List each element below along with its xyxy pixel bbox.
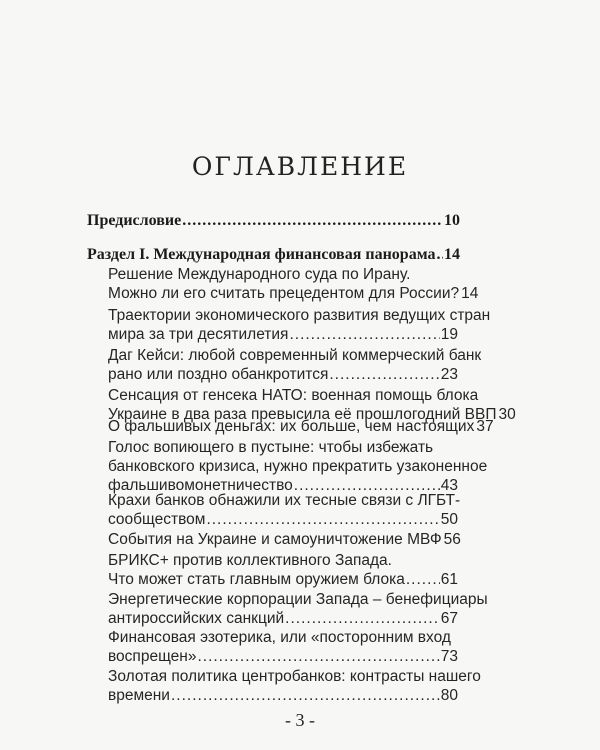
toc-page-number: 10	[444, 212, 460, 229]
toc-entry-line: банковского кризиса, нужно прекратить узаконенное	[108, 458, 488, 475]
toc-entry-line: БРИКС+ против коллективного Запада.	[108, 552, 392, 569]
toc-entry-line: фальшивомонетничество	[108, 477, 293, 494]
toc-entry-line: рано или поздно обанкротится	[108, 366, 329, 383]
toc-entry-title: Раздел I. Международная финансовая панорама	[87, 246, 436, 263]
toc-entry[interactable]	[108, 417, 494, 436]
toc-entry-line: антироссийских санкций	[108, 610, 285, 627]
toc-entry-line: Крахи банков обнажили их тесные связи с ЛГБТ-	[108, 492, 461, 509]
toc-page-number: 67	[440, 610, 458, 627]
page-title: ОГЛАВЛЕНИЕ	[191, 152, 409, 181]
toc-entry[interactable]	[108, 346, 482, 384]
toc-entry[interactable]	[108, 628, 458, 666]
toc-entry[interactable]	[108, 551, 458, 589]
toc-page-number: 80	[440, 687, 458, 704]
toc-page-number: 30	[498, 406, 516, 423]
toc-entry-line: Голос вопиющего в пустыне: чтобы избежать	[108, 439, 434, 456]
toc-entry[interactable]	[108, 667, 481, 705]
toc-entry-line: Украине в два раза превысила её прошлогодний ВВП	[108, 406, 497, 423]
toc-entry[interactable]	[108, 438, 488, 495]
toc-entry-line: Финансовая эзотерика, или «посторонним вход	[108, 629, 451, 646]
dot-leader	[171, 686, 440, 705]
toc-page-number: 14	[444, 246, 460, 263]
dot-leader	[436, 245, 443, 264]
toc-page-number: 61	[440, 571, 458, 588]
toc-page-number: 43	[440, 477, 458, 494]
dot-leader	[329, 365, 439, 384]
dot-leader	[197, 647, 439, 666]
toc-page-number: 19	[440, 326, 458, 343]
toc-entry-line: воспрещен»	[108, 648, 197, 665]
page-number: - 3 -	[285, 710, 315, 730]
toc-entry-line: Можно ли его считать прецедентом для России?	[108, 285, 460, 302]
dot-leader	[206, 510, 439, 529]
toc-page-number: 50	[440, 511, 458, 528]
toc-entry-line: Даг Кейси: любой современный коммерческий банк	[108, 347, 482, 364]
toc-entry[interactable]	[108, 530, 461, 549]
toc-entry[interactable]	[108, 306, 491, 344]
dot-leader	[406, 570, 440, 589]
toc-page-number: 23	[440, 366, 458, 383]
toc-entry-line: Энергетические корпорации Запада – бенефициары	[108, 591, 488, 608]
toc-entry-line: сообществом	[108, 511, 206, 528]
toc-entry-line: Решение Международного суда по Ирану.	[108, 266, 411, 283]
dot-leader	[285, 609, 440, 628]
toc-entry-title: Предисловие	[87, 212, 182, 229]
toc-entry-line: мира за три десятилетия	[108, 326, 289, 343]
toc-entry-line: Траектории экономического развития ведущих стран	[108, 307, 491, 324]
toc-entry-line: времени	[108, 687, 170, 704]
toc-page-number: 14	[461, 285, 479, 302]
toc-entry[interactable]	[108, 491, 461, 529]
toc-entry-section[interactable]	[87, 245, 460, 264]
dot-leader	[182, 211, 443, 230]
dot-leader	[289, 325, 439, 344]
toc-entry[interactable]	[108, 265, 479, 303]
toc-page-number: 56	[443, 531, 461, 548]
toc-page-number: 37	[476, 418, 494, 435]
toc-entry-line: Золотая политика центробанков: контрасты нашего	[108, 668, 481, 685]
toc-entry-line: Что может стать главным оружием блока	[108, 571, 405, 588]
toc-entry-line: О фальшивых деньгах: их больше, чем настоящих	[108, 418, 475, 435]
toc-entry[interactable]	[108, 590, 488, 628]
toc-entry-line: События на Украине и самоуничтожение МВФ	[108, 531, 442, 548]
toc-entry-line: Сенсация от генсека НАТО: военная помощь блока	[108, 387, 479, 404]
toc-page-number: 73	[440, 648, 458, 665]
toc-entry-preface[interactable]	[87, 211, 460, 230]
